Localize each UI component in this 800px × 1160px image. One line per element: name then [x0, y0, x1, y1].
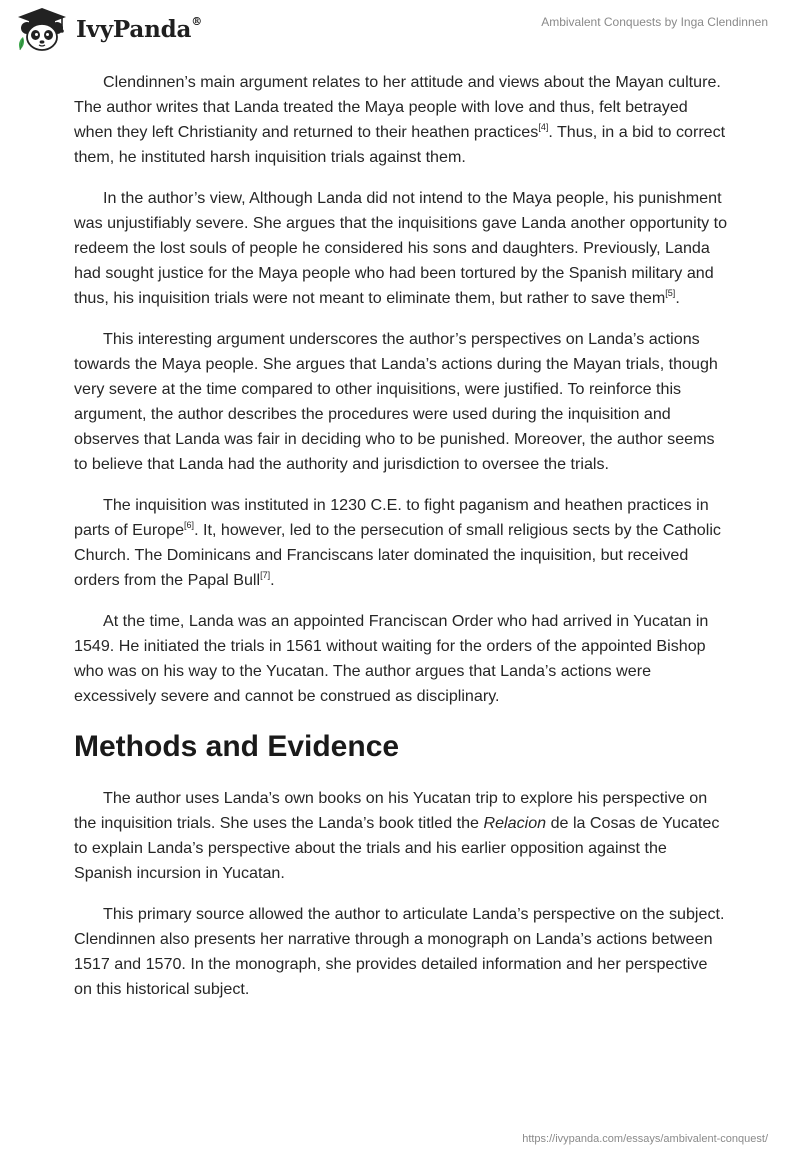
source-url[interactable]: https://ivypanda.com/essays/ambivalent-conquest/ [522, 1133, 768, 1145]
footnote-ref[interactable]: [4] [538, 121, 549, 132]
book-title: Relacion [483, 814, 547, 832]
paragraph: Clendinnen’s main argument relates to her attitude and views about the Mayan culture. The author writes that Landa treated the Maya people with love and thus, felt betrayed when they left Christianity and returned to their heathen practices[4]. Thus, in a bid to correct them, he instituted harsh inquisition trials against them. [74, 73, 726, 166]
paragraph: This interesting argument underscores the author’s perspectives on Landa’s actions towards the Maya people. She argues that Landa’s actions during the Mayan trials, though very severe at the time compared to other inquisitions, were justified. To reinforce this argument, the author describes the procedures were used during the inquisition and observes that Landa was fair in deciding who to be punished. Moreover, the author seems to believe that Landa had the authority and jurisdiction to oversee the trials. [74, 330, 718, 473]
paragraph: This primary source allowed the author to articulate Landa’s perspective on the subject. Clendinnen also presents her narrative through a monograph on Landa’s actions between 1517 and 1570. In the monograph, she provides detailed information and her perspective on this historical subject. [74, 905, 725, 998]
logo-text: IvyPanda® [76, 14, 202, 43]
paragraph: The author uses Landa’s own books on his Yucatan trip to explore his perspective on the inquisition trials. She uses the Landa’s book titled the Relacion de la Cosas de Yucatec to explain Landa’s perspective about the trials and his earlier opposition against the Spanish incursion in Yucatan. [74, 789, 720, 882]
paragraph: In the author’s view, Although Landa did not intend to the Maya people, his punishment was unjustifiably severe. She argues that the inquisitions gave Landa another opportunity to redeem the lost souls of people he considered his sons and daughters. Previously, Landa had sought justice for the Maya people who had been tortured by the Spanish military and thus, his inquisition trials were not meant to eliminate them, but rather to save them[5]. [74, 189, 728, 307]
panda-graduate-icon [14, 6, 70, 52]
footnote-ref[interactable]: [6] [184, 519, 195, 530]
essay-content [74, 70, 728, 1018]
section-heading: Methods and Evidence [74, 730, 400, 763]
document-title: Ambivalent Conquests by Inga Clendinnen [541, 15, 768, 29]
footnote-ref[interactable]: [7] [260, 569, 271, 580]
ivypanda-logo[interactable] [14, 6, 202, 52]
paragraph: The inquisition was instituted in 1230 C.E. to fight paganism and heathen practices in parts of Europe[6]. It, however, led to the persecution of small religious sects by the Catholic Church. The Dominicans and Franciscans later dominated the inquisition, but received orders from the Papal Bull[7]. [74, 496, 721, 589]
paragraph: At the time, Landa was an appointed Franciscan Order who had arrived in Yucatan in 1549. He initiated the trials in 1561 without waiting for the orders of the appointed Bishop who was on his way to the Yucatan. The author argues that Landa’s actions were excessively severe and cannot be construed as disciplinary. [74, 612, 709, 705]
page-header [0, 0, 800, 60]
footnote-ref[interactable]: [5] [665, 287, 676, 298]
